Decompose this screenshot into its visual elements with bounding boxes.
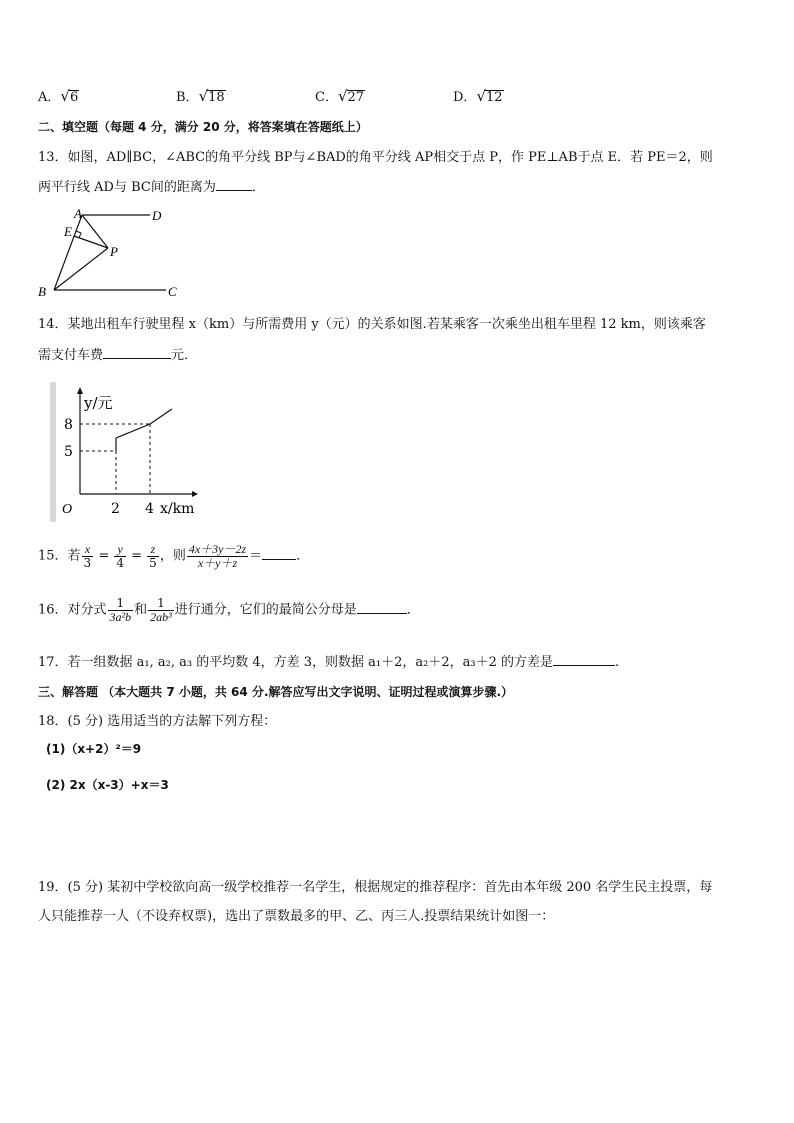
choice-c-radicand: 27	[347, 90, 365, 105]
q14-graph	[50, 382, 210, 522]
label-a: A	[74, 206, 82, 221]
q19-line2: 人只能推荐一人（不设弃权票)，选出了票数最多的甲、乙、丙三人.投票结果统计如图一：	[38, 909, 555, 924]
label-d: D	[152, 208, 162, 223]
choice-d-radicand: 12	[486, 90, 503, 105]
x-tick-2: 2	[111, 501, 120, 517]
choice-a-radicand: 6	[69, 90, 79, 105]
q17-answer-blank	[553, 653, 615, 666]
y-axis-label: y/元	[84, 394, 113, 412]
q15-frac-expression: $\frac{4x+3y-2z}{x+y+z}$	[188, 542, 247, 570]
q15-frac-x3: $\frac{x}{3}$	[83, 542, 92, 570]
segment-mid	[116, 424, 150, 438]
q17: 17．若一组数据 a₁, a₂, a₃ 的平均数 4，方差 3，则数据 a₁＋2，a₂＋2，a₃＋2 的方差是 .	[38, 655, 620, 670]
q15-answer-blank	[262, 547, 296, 560]
y-tick-5: 5	[64, 444, 73, 460]
choice-c: C．√27	[315, 87, 365, 105]
y-tick-8: 8	[64, 417, 73, 433]
q13-figure	[30, 204, 190, 300]
choice-b-radicand: 18	[208, 90, 225, 105]
choice-d: D．√12	[453, 87, 503, 105]
label-e: E	[64, 224, 72, 239]
q16-answer-blank	[357, 601, 407, 614]
q14-line2: 需支付车费 元．	[38, 348, 198, 363]
q16-frac-1: $\frac{1}{\text{3a²b}}$	[109, 596, 132, 624]
q19-line1: 19．(5 分) 某初中学校欲向高一级学校推荐一名学生，根据规定的推荐程序：首先由本年级 200 名学生民主投票，每	[38, 880, 713, 895]
choice-a: A．√6	[38, 87, 79, 105]
q13-line2: 两平行线 AD与 BC间的距离为 ．	[38, 180, 265, 195]
q14-line1: 14．某地出租车行驶里程 x（km）与所需费用 y（元）的关系如图.若某乘客一次乘坐出租车里程 12 km，则该乘客	[38, 317, 706, 332]
q16: 16．对分式 $\frac{1}{\text{3a²b}}$ 和 $\frac{1}{\text{2ab³}}$ 进行通分，它们的最简公分母是 ．	[38, 596, 420, 624]
q18-title: 18．(5 分) 选用适当的方法解下列方程：	[38, 714, 277, 729]
label-b: B	[38, 284, 46, 299]
label-c: C	[168, 284, 177, 299]
origin-label: O	[62, 502, 73, 517]
q14-answer-blank	[103, 346, 171, 359]
q13-line1: 13．如图，AD∥BC，∠ABC的角平分线 BP与∠BAD的角平分线 AP相交于点 P，作 PE⊥AB于点 E．若 PE＝2，则	[38, 150, 713, 165]
q15-frac-y4: $\frac{y}{4}$	[116, 542, 124, 570]
x-tick-4: 4	[145, 501, 154, 517]
x-axis-label: x/km	[160, 501, 195, 517]
segment-end	[150, 409, 172, 424]
q15: 15．若 $\frac{x}{3}$ = $\frac{y}{4}$ = $\frac{z}{5}$ ，则 $\frac{4x+3y-2z}{x+y+z}$ ＝ ．	[38, 542, 310, 570]
x-axis-arrow	[192, 491, 198, 497]
q18-part1: (1)（x+2）²＝9	[46, 742, 142, 756]
q13-answer-blank	[216, 178, 252, 191]
y-axis-arrow	[77, 387, 83, 394]
section3-title: 三、解答题 （本大题共 7 小题，共 64 分.解答应写出文字说明、证明过程或演算步骤.）	[38, 685, 514, 699]
section2-title: 二、填空题（每题 4 分，满分 20 分，将答案填在答题纸上）	[38, 120, 368, 134]
q15-frac-z5: $\frac{z}{5}$	[149, 542, 157, 570]
q16-frac-2: $\frac{1}{\text{2ab³}}$	[150, 596, 172, 624]
choice-b: B．√18	[176, 87, 225, 105]
label-p: P	[110, 244, 118, 259]
q18-part2: (2) 2x（x-3）+x＝3	[46, 778, 169, 792]
